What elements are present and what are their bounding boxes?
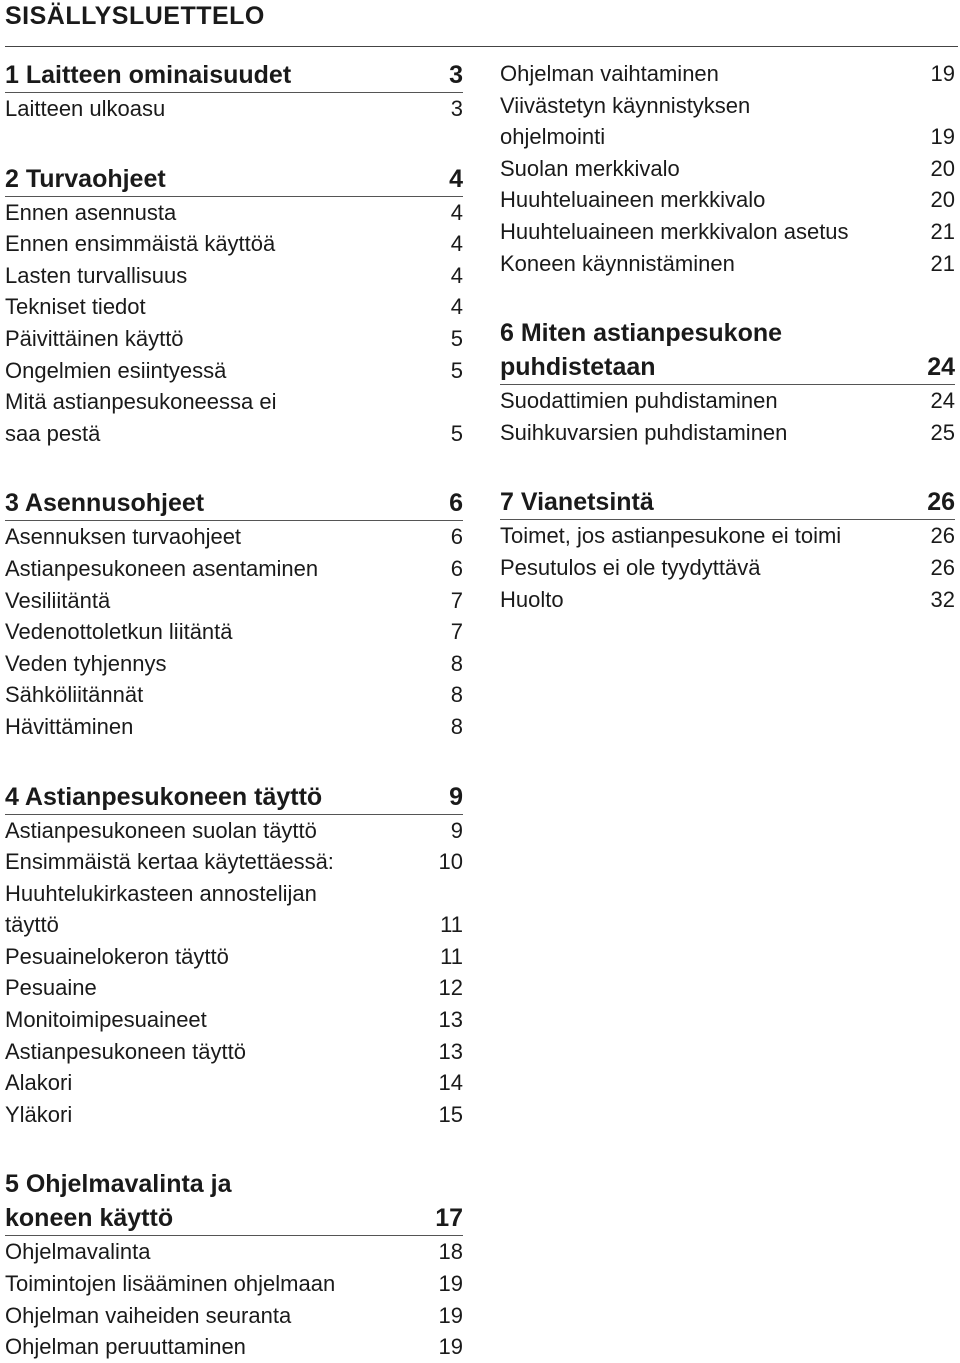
toc-entry[interactable] [5,711,463,743]
toc-entry-page: 4 [450,294,463,320]
toc-entry-line: Pesuainelokeron täyttö [5,943,229,969]
toc-entry-title [500,184,927,216]
toc-entry-page: 4 [450,231,463,257]
section-heading-page: 3 [449,61,463,89]
toc-entry[interactable] [5,93,463,125]
page-title: SISÄLLYSLUETTELO [5,2,265,30]
section-spacer [5,125,463,162]
section-heading-title [5,780,449,814]
toc-entry-title [5,1067,435,1099]
toc-entry-title [5,1331,435,1363]
toc-entry[interactable] [5,355,463,387]
toc-entry-title [5,323,435,355]
toc-entry[interactable] [5,1036,463,1068]
toc-entry-title [500,417,927,449]
toc-entry[interactable] [500,90,955,153]
section-heading-line: koneen käyttö [5,1204,174,1233]
toc-entry[interactable] [5,648,463,680]
toc-entry-line: Laitteen ulkoasu [5,96,166,121]
section-heading-line: 3 Asennusohjeet [5,489,205,518]
toc-entry-title [500,584,927,616]
toc-entry[interactable] [5,228,463,260]
section-heading[interactable] [5,486,463,521]
toc-section [500,58,955,279]
toc-entry-line: Huolto [500,586,564,612]
toc-entry-line: Sähköliitännät [5,682,144,708]
toc-entry-line: Ohjelman vaiheiden seuranta [5,1302,292,1328]
toc-entry-title [500,58,927,90]
toc-entry-line: Tekniset tiedot [5,294,146,320]
toc-section [500,485,955,615]
toc-entry-line: Astianpesukoneen asentaminen [5,555,319,581]
toc-entry[interactable] [500,153,955,185]
toc-entry-line: Ennen ensimmäistä käyttöä [5,231,276,257]
toc-entry[interactable] [500,184,955,216]
toc-entry[interactable] [5,291,463,323]
section-heading[interactable] [500,316,955,385]
toc-right-column [500,58,955,615]
toc-entry-line: Toimintojen lisääminen ohjelmaan [5,1271,336,1297]
toc-entry-page: 8 [450,682,463,708]
toc-entry-page: 26 [930,523,955,549]
toc-entry-title [5,1099,435,1131]
toc-entry-page: 14 [438,1070,463,1096]
section-heading-page: 26 [927,488,955,517]
toc-left-column [5,58,463,1363]
toc-entry-line: Huuhteluaineen merkkivalo [500,187,766,213]
toc-entry-page: 7 [450,619,463,645]
toc-entry[interactable] [5,846,463,878]
toc-entry-line: Toimet, jos astianpesukone ei toimi [500,523,842,549]
toc-section [5,162,463,450]
toc-entry-page: 5 [450,357,463,383]
section-heading-line: 6 Miten astianpesukone [500,319,783,348]
toc-entry-page: 10 [438,849,463,875]
toc-entry-line: Pesutulos ei ole tyydyttävä [500,554,761,580]
toc-entry-line: Huuhteluaineen merkkivalon asetus [500,218,849,244]
toc-entry-line: Huuhtelukirkasteen annostelijan [5,880,317,906]
toc-entry-page: 21 [930,218,955,244]
toc-entry[interactable] [500,417,955,449]
toc-entry-page: 19 [438,1271,463,1297]
toc-section [5,1167,463,1362]
toc-entry-line: täyttö [5,912,59,938]
toc-entry-title [5,355,435,387]
toc-entry-title [5,553,435,585]
section-spacer [500,448,955,485]
section-spacer [500,279,955,316]
toc-entry[interactable] [5,197,463,229]
section-heading-line: 7 Vianetsintä [500,488,654,517]
section-heading-title [500,316,927,384]
toc-entry-line: Lasten turvallisuus [5,262,188,288]
toc-entry-page: 18 [438,1239,463,1265]
section-heading-line: 2 Turvaohjeet [5,164,166,193]
section-heading-line: 1 Laitteen ominaisuudet [5,61,292,89]
section-heading-title [5,486,449,520]
toc-entry-page: 20 [930,187,955,213]
toc-entry-title [5,815,435,847]
toc-entry-page: 3 [450,96,463,121]
section-heading[interactable] [500,485,955,520]
section-heading-page: 4 [449,164,463,193]
toc-entry[interactable] [5,260,463,292]
toc-entry[interactable] [500,216,955,248]
toc-entry-title [5,679,435,711]
toc-entry-line: Päivittäinen käyttö [5,325,184,351]
toc-entry-page: 20 [930,155,955,181]
toc-section [5,780,463,1131]
toc-entry[interactable] [5,679,463,711]
toc-entry-page: 19 [438,1302,463,1328]
toc-entry[interactable] [5,1300,463,1332]
toc-entry-title [500,552,927,584]
toc-entry[interactable] [5,1067,463,1099]
toc-entry[interactable] [5,815,463,847]
toc-entry-page: 13 [438,1038,463,1064]
toc-entry-title [5,616,435,648]
toc-entry[interactable] [5,521,463,553]
toc-entry-title [5,386,435,449]
toc-entry-line: Koneen käynnistäminen [500,250,735,276]
toc-entry-page: 21 [930,250,955,276]
toc-entry-line: Astianpesukoneen suolan täyttö [5,817,317,843]
toc-entry-title [5,1036,435,1068]
toc-entry[interactable] [500,520,955,552]
toc-entry[interactable] [5,323,463,355]
toc-entry-page: 32 [930,586,955,612]
toc-entry-line: Ensimmäistä kertaa käytettäessä: [5,849,334,875]
toc-entry-title [5,260,435,292]
toc-entry-title [500,90,927,153]
toc-entry-line: Ohjelman peruuttaminen [5,1334,246,1360]
toc-entry-title [500,520,927,552]
toc-entry-line: Viivästetyn käynnistyksen [500,92,751,118]
toc-section [5,58,463,125]
toc-entry-title [5,197,435,229]
section-spacer [5,743,463,780]
section-heading-page: 17 [435,1204,463,1233]
toc-entry-line: ohjelmointi [500,124,606,150]
toc-entry[interactable] [500,584,955,616]
toc-entry[interactable] [5,553,463,585]
toc-entry-line: Alakori [5,1070,73,1096]
toc-entry-line: Ongelmien esiintyessä [5,357,227,383]
section-spacer [5,449,463,486]
toc-entry-page: 4 [450,262,463,288]
toc-entry[interactable] [5,1004,463,1036]
toc-entry[interactable] [5,1099,463,1131]
toc-entry[interactable] [500,552,955,584]
toc-entry-page: 19 [930,61,955,86]
toc-entry-page: 4 [450,199,463,225]
section-heading[interactable] [5,1167,463,1236]
section-heading-line: puhdistetaan [500,353,656,382]
toc-entry-page: 11 [440,912,463,938]
toc-entry-title [500,216,927,248]
toc-entry-page: 6 [450,524,463,550]
section-heading[interactable] [5,780,463,815]
toc-entry-page: 7 [450,587,463,613]
toc-entry-line: Vesiliitäntä [5,587,111,613]
toc-entry-title [5,1268,435,1300]
toc-entry-title [5,878,435,941]
section-heading-line: 4 Astianpesukoneen täyttö [5,782,323,811]
toc-entry-line: Yläkori [5,1101,73,1127]
toc-entry-line: Asennuksen turvaohjeet [5,524,242,550]
toc-entry-title [5,521,435,553]
toc-entry[interactable] [500,385,955,417]
toc-entry-page: 9 [450,817,463,843]
toc-entry-page: 19 [930,124,955,150]
toc-entry-page: 25 [930,419,955,445]
section-heading[interactable] [5,162,463,197]
toc-entry[interactable] [5,941,463,973]
section-heading-title [500,485,927,519]
toc-entry-line: Pesuaine [5,975,97,1001]
toc-entry-line: Ohjelman vaihtaminen [500,61,719,86]
toc-entry-page: 13 [438,1007,463,1033]
toc-entry-title [5,1004,435,1036]
toc-entry[interactable] [5,386,463,449]
toc-section [5,486,463,742]
section-heading-page: 6 [449,489,463,518]
toc-entry-title [5,291,435,323]
section-heading-title [5,58,449,92]
toc-entry-page: 24 [930,388,955,414]
toc-entry-line: Astianpesukoneen täyttö [5,1038,246,1064]
toc-entry[interactable] [500,58,955,90]
section-heading-title [5,162,449,196]
toc-entry-page: 5 [450,420,463,446]
toc-entry[interactable] [5,1331,463,1363]
toc-entry-title [5,93,435,125]
toc-entry-title [500,248,927,280]
toc-entry-title [5,585,435,617]
section-heading-title [5,1167,435,1235]
toc-entry[interactable] [5,616,463,648]
toc-entry-title [500,153,927,185]
toc-entry-line: Veden tyhjennys [5,650,167,676]
toc-entry-line: Vedenottoletkun liitäntä [5,619,233,645]
toc-entry-title [500,385,927,417]
section-heading-page: 9 [449,782,463,811]
toc-entry-line: Ohjelmavalinta [5,1239,151,1265]
toc-entry-title [5,941,435,973]
title-divider [5,46,958,47]
toc-entry[interactable] [5,972,463,1004]
toc-entry-page: 15 [438,1101,463,1127]
toc-entry[interactable] [5,585,463,617]
toc-entry-line: saa pestä [5,420,101,446]
toc-entry-line: Hävittäminen [5,713,134,739]
section-heading[interactable] [5,58,463,93]
toc-entry-title [5,228,435,260]
toc-entry-page: 12 [438,975,463,1001]
toc-entry-line: Mitä astianpesukoneessa ei [5,389,277,415]
toc-entry-page: 8 [450,713,463,739]
toc-entry-title [5,1236,435,1268]
toc-entry-line: Monitoimipesuaineet [5,1007,207,1033]
toc-entry-line: Suolan merkkivalo [500,155,680,181]
section-heading-line: 5 Ohjelmavalinta ja [5,1170,232,1199]
toc-entry-page: 11 [440,943,463,969]
toc-entry[interactable] [500,248,955,280]
toc-entry-page: 19 [438,1334,463,1360]
toc-entry-page: 8 [450,650,463,676]
toc-entry-title [5,648,435,680]
toc-entry-title [5,711,435,743]
toc-entry-page: 26 [930,554,955,580]
toc-entry-line: Suodattimien puhdistaminen [500,388,778,414]
toc-entry-line: Suihkuvarsien puhdistaminen [500,419,788,445]
section-spacer [5,1130,463,1167]
toc-entry-title [5,846,435,878]
toc-entry[interactable] [5,1268,463,1300]
toc-entry-page: 6 [450,555,463,581]
toc-entry[interactable] [5,1236,463,1268]
toc-entry-title [5,1300,435,1332]
toc-entry[interactable] [5,878,463,941]
toc-entry-page: 5 [450,325,463,351]
toc-entry-line: Ennen asennusta [5,199,177,225]
section-heading-page: 24 [927,353,955,382]
toc-section [500,316,955,448]
toc-entry-title [5,972,435,1004]
